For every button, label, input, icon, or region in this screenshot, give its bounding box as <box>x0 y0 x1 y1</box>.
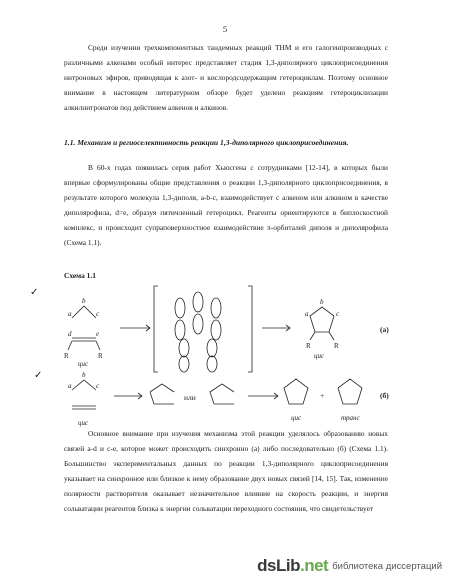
mechanism-paragraph-text: Основное внимание при изучения механизма этой реакции уделялось образованию новых связей a-d и c-e, которое может происходить синхронно (а) либо последовательно (б) (Схема 1.1). Большинство экспериментальных данных по реакции 1,3-диполярного циклоприсоединения указывает на синхронное или близкое к нему образование двух новых связей [14, 15]. Так, изменение полярности растворителя оказывает незначительное влияние на скорость реакции, и энергия сольватации реагентов близка к энергии сольватации переходного состояния, что свидетельствует <box>64 429 388 513</box>
intro-paragraph <box>64 40 388 115</box>
atom-b-label-b: b <box>82 371 86 379</box>
watermark <box>257 556 442 576</box>
intermediate-2-bond <box>210 392 214 404</box>
intermediate-2-arc <box>210 384 234 392</box>
product-ring-a <box>310 307 334 332</box>
product-r-bond-1 <box>310 332 315 340</box>
or-label: или <box>184 393 196 402</box>
intro-paragraph-text: Среди изучении трехкомпонентных тандемных реакций ТНМ и его галогенпроизводных с различными алкенами особый интерес представляет стадия 1,3-диполярного циклоприсоединения нитроновых эфиров, приводящая к азот- и кислородсодержащим гетероциклам. Поэтому основное внимание в настоящем литературном обзоре будет уделено реакциям гетероциклизации алкилнитронатов под действием алкенов и алкинов. <box>64 43 388 112</box>
mechanism-paragraph <box>64 426 388 516</box>
substituent-label-2: R <box>98 352 103 360</box>
orbital-lobe-4 <box>193 314 203 334</box>
cis-label-2: цис <box>314 352 325 360</box>
scheme-title: Схема 1.1 <box>64 271 96 280</box>
product-atom-c: c <box>336 310 340 318</box>
history-paragraph-text: В 60-х годах появилась серия работ Хьюсгена с сотрудниками [12-14], в которых были впервые сформулированы общие представления о реакции 1,3-диполярного циклоприсоединения, в результате которого молекула 1,3-диполя, a-b-c, взаимодействует с алкеном или алкином в качестве диполярофила, d=e, образуя пятичленный гетероцикл. Реагенты ориентируются в биплоскостной комплекс, и происходит супраповерхностное взаимодействие π-орбиталей диполя и диполярофила (Схема 1.1). <box>64 163 388 247</box>
intermediate-1-arc <box>150 384 174 392</box>
atom-a-label-b: a <box>68 382 72 390</box>
row-b-label: (б) <box>380 391 389 400</box>
cis-label-3: цис <box>78 419 89 427</box>
substituent-label-1: R <box>64 352 69 360</box>
atom-c-label-b: c <box>96 382 100 390</box>
plus-label: + <box>320 391 325 400</box>
product-substituent-1: R <box>306 342 311 350</box>
atom-d-label: d <box>68 330 72 338</box>
product-ring-cis <box>284 379 308 404</box>
margin-mark-2: ✓ <box>34 370 43 381</box>
product-atom-a: a <box>305 310 309 318</box>
watermark-subtitle: библиотека диссертаций <box>332 560 442 572</box>
r-bond-2 <box>96 341 100 350</box>
history-paragraph <box>64 160 388 250</box>
row-a-label: (а) <box>380 325 389 334</box>
orbital-lobe-7 <box>179 339 189 357</box>
orbital-lobe-9 <box>179 356 189 372</box>
dipole-bond-b <box>72 380 96 390</box>
product-substituent-2: R <box>334 342 339 350</box>
atom-e-label: e <box>96 330 100 338</box>
atom-a-label: a <box>68 310 72 318</box>
product-atom-b: b <box>320 298 324 306</box>
atom-c-label: c <box>96 310 100 318</box>
orbital-lobe-1 <box>175 298 185 318</box>
intermediate-1-bond <box>150 392 154 404</box>
cis-label-4: цис <box>291 414 302 422</box>
bracket-left <box>154 286 158 372</box>
orbital-lobe-3 <box>193 292 203 312</box>
product-r-bond-2 <box>329 332 334 340</box>
cis-label-1: цис <box>78 360 89 368</box>
atom-b-label: b <box>82 297 86 305</box>
orbital-lobe-6 <box>211 320 221 340</box>
orbital-lobe-8 <box>207 339 217 357</box>
reaction-scheme-diagram <box>58 280 408 430</box>
orbital-lobe-5 <box>211 298 221 318</box>
trans-label: транс <box>341 414 360 422</box>
margin-mark-1: ✓ <box>30 287 39 298</box>
watermark-logo: dsLib.net <box>257 556 329 575</box>
page-number: 5 <box>222 24 228 34</box>
dipole-bond-a <box>72 306 96 318</box>
r-bond-1 <box>68 341 72 350</box>
section-heading: 1.1. Механизм и региоселективность реакции 1,3-диполярного циклоприсоединения. <box>64 138 349 147</box>
orbital-lobe-2 <box>175 320 185 340</box>
orbital-lobe-10 <box>207 356 217 372</box>
bracket-right <box>248 286 252 372</box>
product-ring-trans <box>338 379 362 404</box>
